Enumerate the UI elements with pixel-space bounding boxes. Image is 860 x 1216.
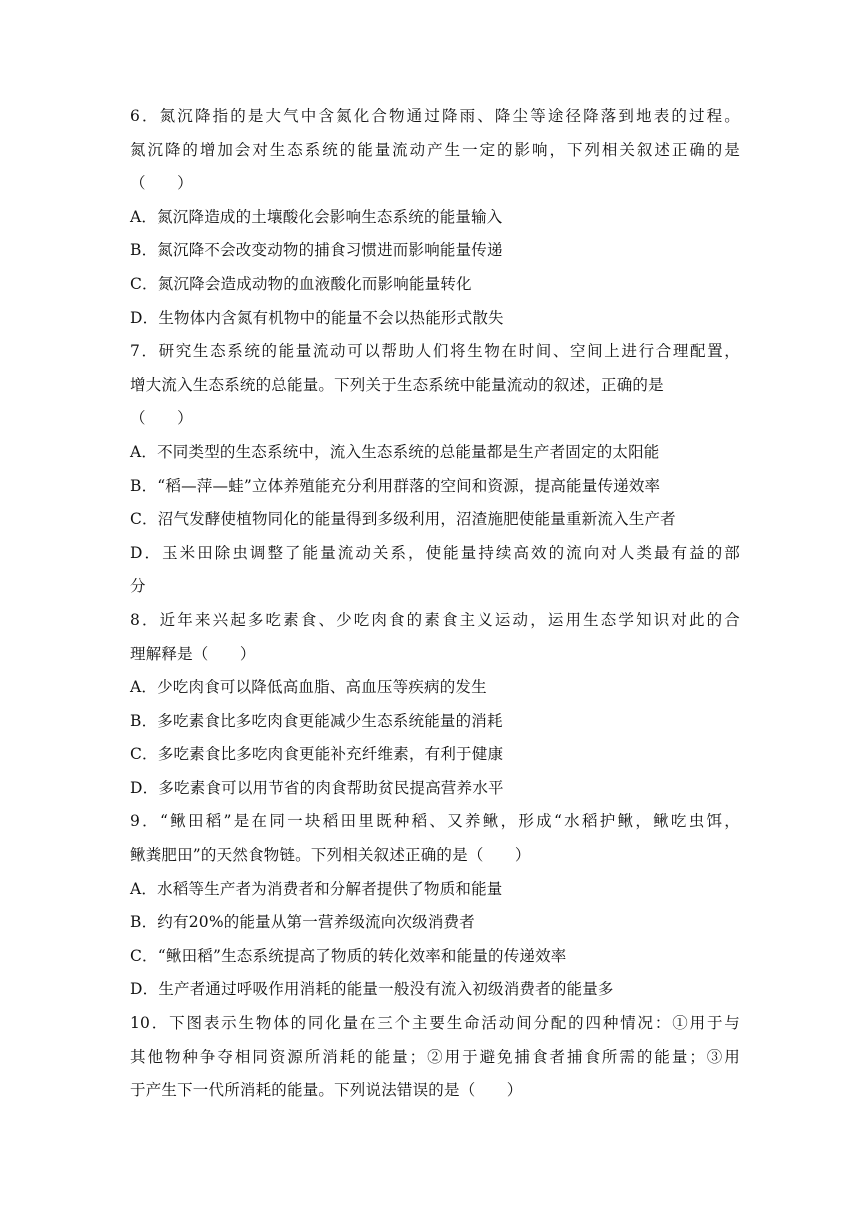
question-9-option-a: A．水稻等生产者为消费者和分解者提供了物质和能量: [130, 879, 503, 898]
question-6-option-c: C．氮沉降会造成动物的血液酸化而影响能量转化: [130, 274, 472, 293]
question-8-stem-line-2: 理解释是（ ）: [130, 644, 256, 663]
question-7-option-c: C．沼气发酵使植物同化的能量得到多级利用，沼渣施肥使能量重新流入生产者: [130, 510, 676, 529]
question-9-option-b: B．约有20%的能量从第一营养级流向次级消费者: [130, 913, 475, 932]
question-list: [130, 100, 740, 1108]
question-8-option-b: B．多吃素食比多吃肉食更能减少生态系统能量的消耗: [130, 711, 503, 730]
question-8-option-d: D．多吃素食可以用节省的肉食帮助贫民提高营养水平: [130, 778, 504, 797]
question-7-stem-line-2: 增大流入生态系统的总能量。下列关于生态系统中能量流动的叙述，正确的是: [130, 375, 664, 394]
question-8: [130, 604, 740, 806]
question-10-stem-line-2: 其他物种争夺相同资源所消耗的能量；②用于避免捕食者捕食所需的能量；③用: [130, 1047, 740, 1066]
question-8-option-c: C．多吃素食比多吃肉食更能补充纤维素，有利于健康: [130, 745, 504, 764]
question-9: [130, 805, 740, 1007]
question-7-option-b: B．“稻—萍—蛙”立体养殖能充分利用群落的空间和资源，提高能量传递效率: [130, 476, 661, 495]
question-10-stem-line-3: 于产生下一代所消耗的能量。下列说法错误的是（ ）: [130, 1081, 523, 1100]
question-6-answer-bracket: （ ）: [130, 174, 193, 193]
question-9-option-c: C．“鳅田稻”生态系统提高了物质的转化效率和能量的传递效率: [130, 946, 567, 965]
question-6-stem-line-2: 氮沉降的增加会对生态系统的能量流动产生一定的影响，下列相关叙述正确的是: [130, 140, 740, 159]
question-7-option-d: D．玉米田除虫调整了能量流动关系，使能量持续高效的流向对人类最有益的部: [130, 543, 740, 562]
question-9-stem-line-1: 9．“鳅田稻”是在同一块稻田里既种稻、又养鳅，形成“水稻护鳅，鳅吃虫饵，: [130, 812, 740, 831]
question-10: [130, 1007, 740, 1108]
question-7-option-d-continued: 分: [130, 577, 146, 596]
question-9-stem-line-2: 鳅粪肥田”的天然食物链。下列相关叙述正确的是（ ）: [130, 846, 531, 865]
question-7-option-a: A．不同类型的生态系统中，流入生态系统的总能量都是生产者固定的太阳能: [130, 442, 660, 461]
question-10-stem-line-1: 10．下图表示生物体的同化量在三个主要生命活动间分配的四种情况：①用于与: [130, 1014, 740, 1033]
question-7-answer-bracket: （ ）: [130, 409, 193, 428]
question-6-stem-line-1: 6．氮沉降指的是大气中含氮化合物通过降雨、降尘等途径降落到地表的过程。: [130, 107, 740, 125]
question-6-option-a: A．氮沉降造成的土壤酸化会影响生态系统的能量输入: [130, 207, 503, 226]
question-8-stem-line-1: 8．近年来兴起多吃素食、少吃肉食的素食主义运动，运用生态学知识对此的合: [130, 610, 740, 629]
question-6-option-d: D．生物体内含氮有机物中的能量不会以热能形式散失: [130, 308, 504, 327]
question-9-option-d: D．生产者通过呼吸作用消耗的能量一般没有流入初级消费者的能量多: [130, 980, 614, 999]
question-8-option-a: A．少吃肉食可以降低高血脂、高血压等疾病的发生: [130, 678, 487, 697]
question-7: [130, 335, 740, 604]
question-6: [130, 100, 740, 335]
question-7-stem-line-1: 7．研究生态系统的能量流动可以帮助人们将生物在时间、空间上进行合理配置，: [130, 342, 740, 361]
question-6-option-b: B．氮沉降不会改变动物的捕食习惯进而影响能量传递: [130, 241, 503, 260]
